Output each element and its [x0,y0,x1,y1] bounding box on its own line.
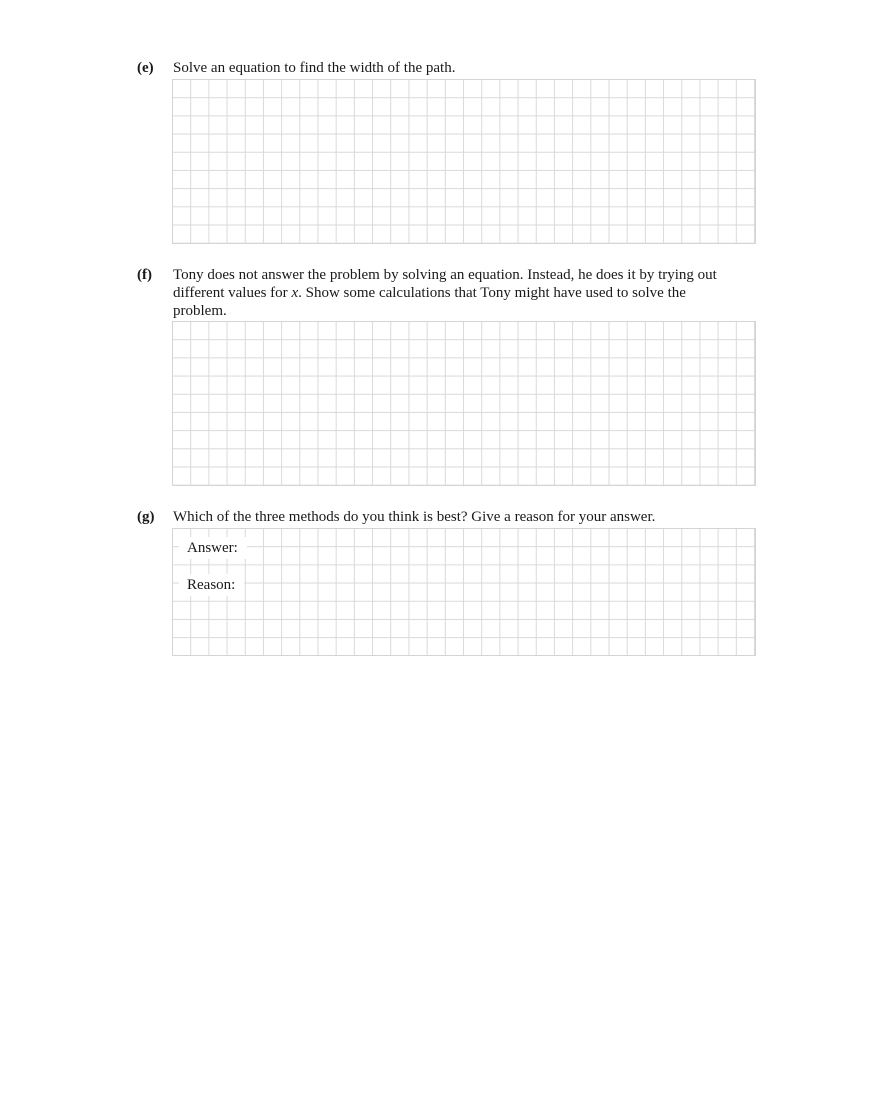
part-f-answer-grid[interactable] [172,321,756,486]
part-g-answer-grid[interactable] [172,528,756,656]
part-f-question-line-3: problem. [173,303,227,319]
part-e-question [173,59,763,77]
reason-label: Reason: [179,574,244,596]
part-f-question [173,266,763,320]
answer-label: Answer: [179,537,247,559]
part-g-question-line: Which of the three methods do you think is best? Give a reason for your answer. [173,509,656,525]
part-e-answer-grid[interactable] [172,79,756,244]
part-f-label: (f) [137,267,152,283]
variable-x: x [291,285,299,301]
part-e-label: (e) [137,60,154,76]
part-f-line-2-end: . Show some calculations that Tony might have used to solve the [298,285,686,301]
part-f-line-2-start: different values for [173,285,292,301]
part-e-question-line: Solve an equation to find the width of the path. [173,60,456,76]
part-f-question-line-1: Tony does not answer the problem by solving an equation. Instead, he does it by trying out [173,267,717,283]
part-f-question-line-2 [173,284,763,302]
part-g-label: (g) [137,509,155,525]
part-g-question [173,508,763,526]
